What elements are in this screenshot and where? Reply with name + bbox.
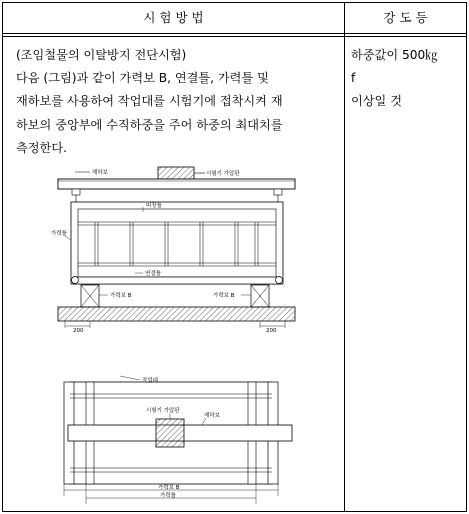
method-line: 재하보를 사용하여 작업대를 시험기에 접착시켜 재	[16, 94, 283, 109]
label-loading-frame: 가력틀	[51, 231, 67, 237]
column-divider	[344, 3, 345, 511]
label-tester-plate-plan: 시험기 가압판	[146, 408, 180, 414]
label-workbench: 작업대	[142, 378, 158, 384]
label-beam-frame: 띠장틀	[146, 203, 162, 209]
strength-requirement	[351, 44, 463, 114]
label-beam-b-left: 가력보 B	[110, 293, 132, 299]
tester-plate-plan	[156, 419, 184, 447]
strength-column-header: 강 도 등	[383, 10, 428, 25]
method-line: 다음 (그림)과 같이 가력보 B, 연결틀, 가력틀 및	[16, 71, 269, 86]
label-loading-frame-plan: 가력틀	[160, 493, 176, 499]
method-heading: (조임철물의 이탈방지 전단시험)	[16, 48, 187, 62]
label-beam-b-plan: 가력보 B	[158, 485, 180, 491]
label-connect-frame: 연결틀	[145, 271, 161, 277]
method-line: 하보의 중앙부에 수직하중을 주어 하중의 최대치를	[16, 117, 283, 132]
elevation-diagram	[51, 160, 300, 340]
strength-line: f	[351, 71, 356, 86]
dim-right: 200	[266, 328, 277, 334]
strength-line: 하중값이 500㎏	[351, 48, 438, 62]
label-tester-plate: 시험기 가압판	[206, 171, 240, 177]
label-loading-beam: 재하보	[92, 170, 108, 176]
dim-left: 200	[73, 328, 84, 334]
test-base	[58, 307, 295, 321]
strength-line: 이상일 것	[351, 94, 402, 109]
tester-plate	[158, 167, 194, 179]
method-description	[16, 44, 338, 160]
label-loading-beam-plan: 재하보	[204, 413, 220, 419]
loading-frame	[71, 202, 283, 284]
loading-beam	[58, 179, 295, 189]
label-beam-b-right: 가력보 B	[213, 293, 235, 299]
method-column-header: 시 험 방 법	[143, 10, 204, 25]
method-line: 측정한다.	[16, 140, 67, 155]
connecting-frame	[73, 277, 281, 284]
header-divider-double	[3, 36, 466, 37]
plan-diagram	[60, 372, 300, 507]
header-divider	[3, 33, 466, 34]
